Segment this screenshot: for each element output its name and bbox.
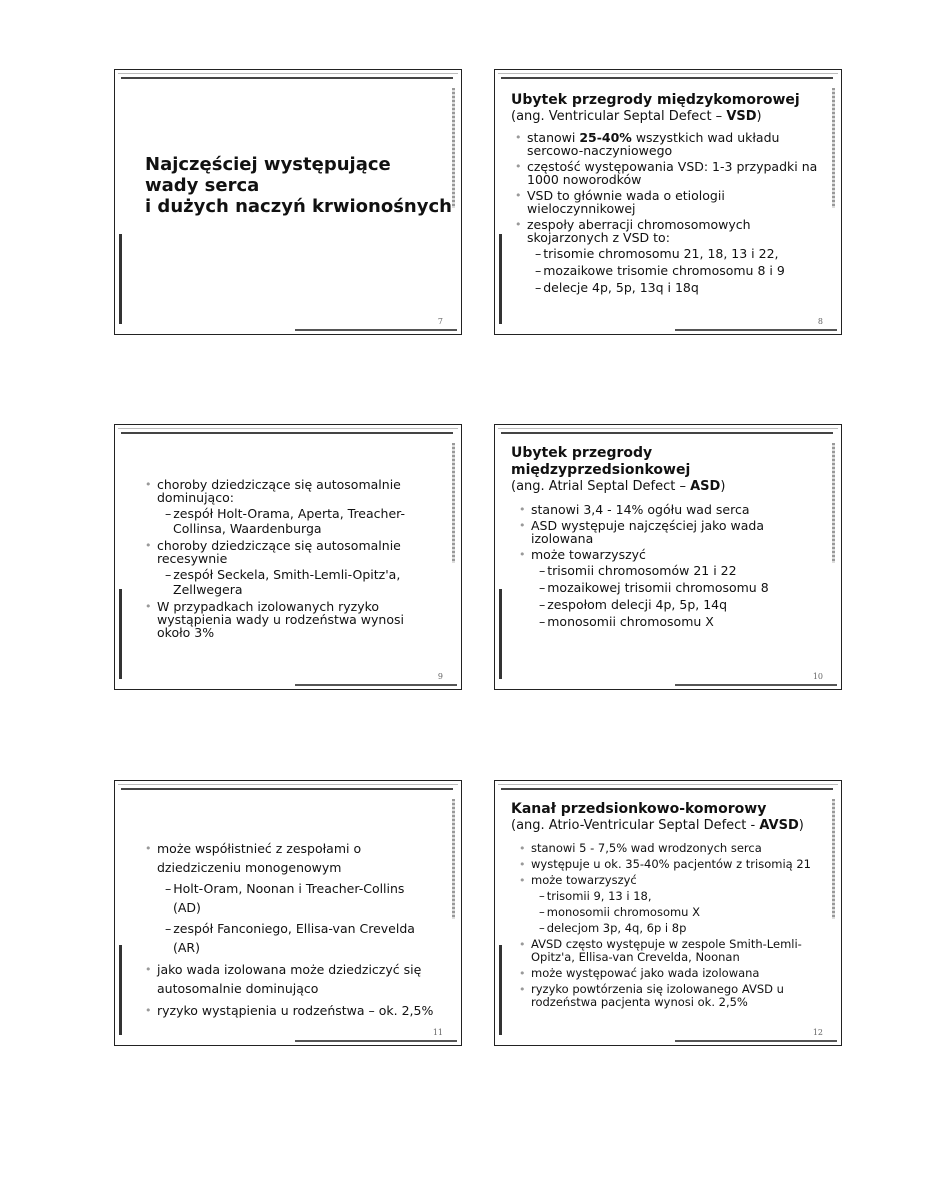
sub-item: – delecje 4p, 5p, 13q i 18q — [519, 280, 829, 295]
title-line: i dużych naczyń krwionośnych — [145, 196, 452, 217]
bullet-highlight: 25-40% — [579, 130, 632, 145]
sub-item: – mozaikowej trisomii chromosomu 8 — [523, 580, 829, 595]
slide-12 — [494, 780, 842, 1046]
bullet-list — [141, 839, 435, 1020]
sub-list — [523, 563, 829, 629]
subtitle-text: (ang. Atrial Septal Defect – — [511, 479, 691, 494]
sub-item: – zespół Seckela, Smith-Lemli-Opitz'a, Zellwegera — [149, 567, 431, 597]
slide-top-rule — [501, 77, 833, 79]
bullet-item: • może występować jako wada izolowana — [515, 967, 829, 980]
slide-top-rule — [121, 432, 453, 434]
slide-8 — [494, 69, 842, 335]
slide-side-bar — [832, 88, 835, 208]
slide-left-bar — [119, 234, 122, 324]
subtitle-abbr: VSD — [726, 109, 757, 124]
bullet-item: • stanowi 5 - 7,5% wad wrodzonych serca — [515, 842, 829, 855]
slide-side-bar — [452, 443, 455, 563]
slide-side-bar — [832, 799, 835, 919]
subtitle-text: (ang. Ventricular Septal Defect – — [511, 109, 727, 124]
slide-top-rule — [501, 788, 833, 790]
page-number: 12 — [812, 1028, 823, 1037]
bullet-text: choroby dziedziczące się autosomalnie dominująco: — [157, 477, 401, 505]
slide-title: Ubytek przegrody międzykomorowej — [511, 92, 800, 108]
title-line: Najczęściej występujące — [145, 154, 391, 175]
bullet-item — [141, 478, 431, 536]
slide-title: Ubytek przegrody międzyprzedsionkowej — [511, 445, 691, 478]
slide-title: Kanał przedsionkowo-komorowy — [511, 801, 767, 817]
bullet-item — [515, 874, 829, 935]
slide-bottom-rule — [675, 329, 837, 331]
slide-left-bar — [119, 945, 122, 1035]
subtitle-text: (ang. Atrio-Ventricular Septal Defect - — [511, 818, 760, 833]
sub-item: – zespołom delecji 4p, 5p, 14q — [523, 597, 829, 612]
slide-top-rule — [121, 788, 453, 790]
subtitle-text: ) — [720, 479, 726, 494]
slide-11 — [114, 780, 462, 1046]
sub-item: – delecjom 3p, 4q, 6p i 8p — [523, 921, 829, 935]
subtitle-text: ) — [798, 818, 804, 833]
bullet-list — [511, 131, 829, 295]
subtitle-abbr: ASD — [690, 479, 721, 494]
sub-item: – Holt-Oram, Noonan i Treacher-Collins (AD) — [149, 879, 435, 917]
bullet-item — [511, 218, 829, 295]
slide-left-bar — [499, 589, 502, 679]
sub-item: – monosomii chromosomu X — [523, 905, 829, 919]
bullet-text: może towarzyszyć — [531, 873, 637, 887]
subtitle-abbr: AVSD — [759, 818, 799, 833]
sub-list — [519, 246, 829, 295]
sub-item: – mozaikowe trisomie chromosomu 8 i 9 — [519, 263, 829, 278]
slide-10 — [494, 424, 842, 690]
sub-item: – zespół Fanconiego, Ellisa-van Crevelda (AR) — [149, 919, 435, 957]
bullet-item: • jako wada izolowana może dziedziczyć się autosomalnie dominująco — [141, 960, 435, 998]
bullet-item: • W przypadkach izolowanych ryzyko wystąpienia wady u rodzeństwa wynosi około 3% — [141, 600, 431, 639]
page-number: 9 — [437, 672, 443, 681]
bullet-text: choroby dziedziczące się autosomalnie recesywnie — [157, 538, 401, 566]
page-number: 11 — [432, 1028, 443, 1037]
slide-title — [145, 154, 452, 217]
slide-border-decoration — [498, 784, 838, 785]
slide-bottom-rule — [295, 684, 457, 686]
sub-item: – trisomii 9, 13 i 18, — [523, 889, 829, 903]
slide-top-rule — [501, 432, 833, 434]
sub-item: – zespół Holt-Orama, Aperta, Treacher-Collinsa, Waardenburga — [149, 506, 431, 536]
bullet-item: • AVSD często występuje w zespole Smith-Lemli-Opitz'a, Ellisa-van Crevelda, Noonan — [515, 938, 829, 964]
title-line: wady serca — [145, 175, 260, 196]
sub-list — [523, 889, 829, 935]
sub-list — [149, 879, 435, 957]
bullet-item: • występuje u ok. 35-40% pacjentów z trisomią 21 — [515, 858, 829, 871]
slide-top-rule — [121, 77, 453, 79]
slide-bottom-rule — [295, 1040, 457, 1042]
slide-bottom-rule — [675, 1040, 837, 1042]
bullet-item: • częstość występowania VSD: 1-3 przypadki na 1000 noworodków — [511, 160, 829, 186]
slide-side-bar — [452, 88, 455, 208]
bullet-text: zespoły aberracji chromosomowych skojarzonych z VSD to: — [527, 217, 751, 245]
slide-border-decoration — [498, 73, 838, 74]
bullet-item — [511, 131, 829, 157]
slide-subtitle — [511, 479, 829, 495]
slide-side-bar — [452, 799, 455, 919]
slide-left-bar — [499, 234, 502, 324]
slide-border-decoration — [118, 428, 458, 429]
slide-border-decoration — [498, 428, 838, 429]
slide-bottom-rule — [295, 329, 457, 331]
bullet-item — [515, 548, 829, 629]
bullet-item: • ryzyko wystąpienia u rodzeństwa – ok. 2,5% — [141, 1001, 435, 1020]
slide-subtitle — [511, 109, 829, 125]
sub-list — [149, 567, 431, 597]
sub-item: – monosomii chromosomu X — [523, 614, 829, 629]
bullet-text: stanowi — [527, 130, 580, 145]
bullet-list — [515, 503, 829, 629]
bullet-item: • ASD występuje najczęściej jako wada izolowana — [515, 519, 829, 545]
sub-list — [149, 506, 431, 536]
bullet-text: może współistnieć z zespołami o dziedziczeniu monogenowym — [157, 841, 362, 875]
bullet-item: • ryzyko powtórzenia się izolowanego AVSD u rodzeństwa pacjenta wynosi ok. 2,5% — [515, 983, 829, 1009]
sub-item: – trisomie chromosomu 21, 18, 13 i 22, — [519, 246, 829, 261]
bullet-text: może towarzyszyć — [531, 547, 646, 562]
slide-bottom-rule — [675, 684, 837, 686]
slide-side-bar — [832, 443, 835, 563]
bullet-item: • VSD to głównie wada o etiologii wieloczynnikowej — [511, 189, 829, 215]
page-number: 7 — [437, 317, 443, 326]
bullet-item — [141, 539, 431, 597]
bullet-list — [515, 842, 829, 1009]
bullet-item: • stanowi 3,4 - 14% ogółu wad serca — [515, 503, 829, 516]
bullet-item — [141, 839, 435, 957]
slide-left-bar — [499, 945, 502, 1035]
page-number: 8 — [817, 317, 823, 326]
slide-border-decoration — [118, 784, 458, 785]
bullet-list — [141, 478, 431, 639]
slide-9 — [114, 424, 462, 690]
slide-7 — [114, 69, 462, 335]
bullet-text: wszystkich wad układu sercowo-naczyniowego — [527, 130, 780, 158]
slide-left-bar — [119, 589, 122, 679]
slide-subtitle — [511, 818, 829, 834]
slide-border-decoration — [118, 73, 458, 74]
subtitle-text: ) — [756, 109, 762, 124]
sub-item: – trisomii chromosomów 21 i 22 — [523, 563, 829, 578]
page-number: 10 — [812, 672, 823, 681]
